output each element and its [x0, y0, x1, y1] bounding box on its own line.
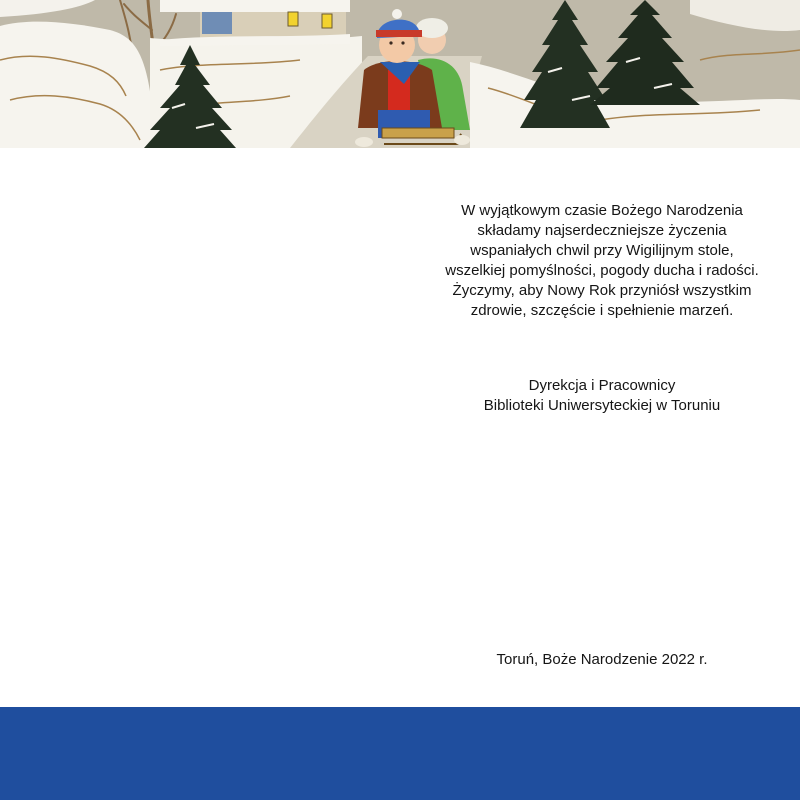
greeting-text	[404, 201, 800, 321]
signature-text	[404, 376, 800, 416]
child-boot	[454, 135, 470, 145]
winter-postcard-illustration	[0, 0, 800, 148]
footer-band	[0, 707, 800, 800]
child-boy-eye	[401, 41, 404, 44]
place-date-text	[404, 650, 800, 670]
greeting-line: wszelkiej pomyślności, pogody ducha i radości.	[445, 262, 759, 279]
signature-line: Biblioteki Uniwersyteckiej w Toruniu	[483, 397, 721, 414]
house-window	[322, 14, 332, 28]
sled	[382, 128, 454, 138]
winter-scene-svg	[0, 0, 800, 148]
greeting-line: wspaniałych chwil przy Wigilijnym stole,	[470, 242, 734, 259]
child-boy-hat-band	[376, 30, 422, 37]
house-roof-snow	[160, 0, 350, 12]
signature-line: Dyrekcja i Pracownicy	[528, 377, 676, 394]
child-boy-eye	[389, 41, 392, 44]
greeting-line: Życzymy, aby Nowy Rok przyniósł wszystkim	[452, 282, 752, 299]
greeting-line: W wyjątkowym czasie Bożego Narodzenia	[461, 202, 743, 219]
greeting-line: zdrowie, szczęście i spełnienie marzeń.	[470, 302, 734, 319]
place-date-line: Toruń, Boże Narodzenie 2022 r.	[496, 651, 708, 668]
child-boot	[355, 137, 373, 147]
greeting-line: składamy najserdeczniejsze życzenia	[477, 222, 727, 239]
blue-cottage	[202, 12, 232, 34]
house-window	[288, 12, 298, 26]
child-boy-hat-pompom	[392, 9, 402, 19]
